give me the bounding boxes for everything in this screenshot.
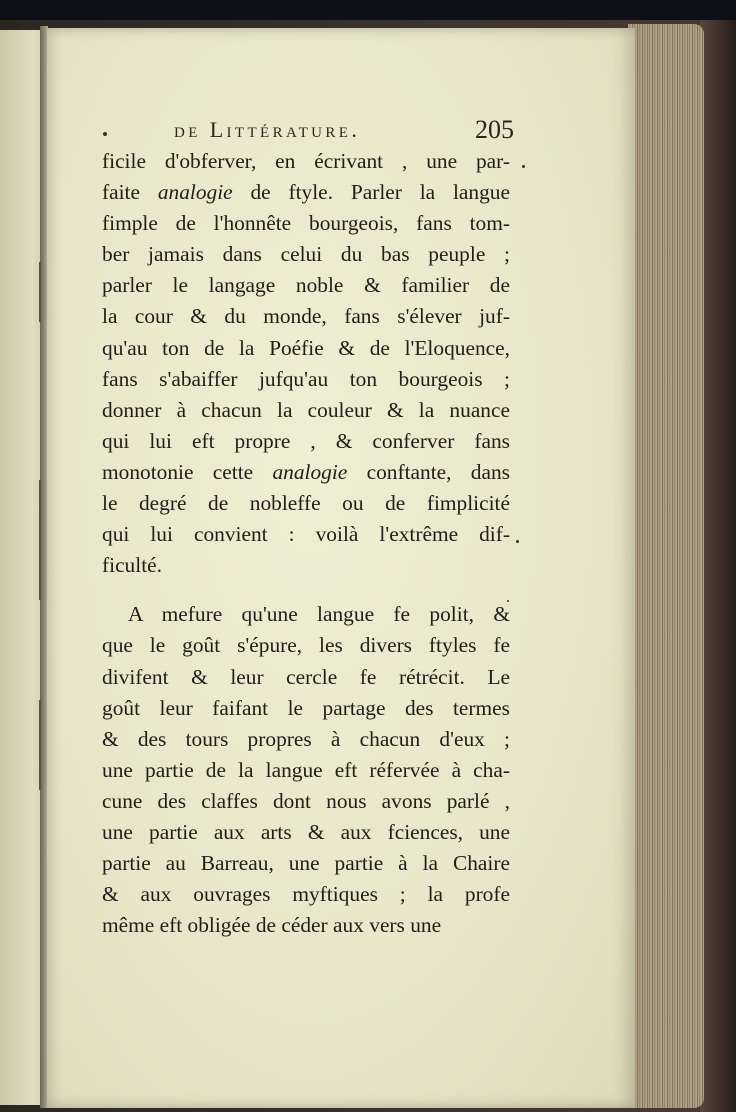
text-line: [102, 817, 510, 848]
text-run: la cour & du monde, fans s'élever juf-: [102, 304, 510, 329]
text-line: [102, 693, 510, 724]
text-run: A mefure qu'une langue fe polit, &: [128, 602, 510, 627]
text-line: [102, 848, 510, 879]
text-line: [102, 879, 510, 910]
text-line: [102, 208, 510, 239]
text-run: qu'au ton de la Poéfie & de l'Eloquence,: [102, 335, 510, 360]
margin-mark: [39, 700, 41, 790]
text-run: donner à chacun la couleur & la nuance: [102, 397, 510, 422]
paragraph: [102, 599, 510, 941]
text-line: [102, 239, 510, 270]
text-run: qui lui convient : voilà l'extrême dif-: [102, 522, 510, 547]
running-title: de Littérature.: [174, 117, 361, 142]
margin-mark: [39, 480, 41, 600]
page-edges: [628, 24, 704, 1108]
text-line: [102, 364, 510, 395]
text-run: qui lui eft propre , & conferver fans: [102, 428, 510, 453]
paper-speck: [522, 165, 525, 168]
italic-term: analogie: [272, 459, 348, 484]
text-line: [102, 599, 510, 630]
paper-speck: [516, 540, 519, 543]
text-line: [102, 786, 510, 817]
text-line: [102, 457, 510, 488]
text-run: partie au Barreau, une partie à la Chaire: [102, 851, 510, 876]
text-line: [102, 910, 510, 941]
text-line: [102, 177, 510, 208]
text-line: [102, 270, 510, 301]
text-run: que le goût s'épure, les divers ftyles fe: [102, 633, 510, 658]
text-line: [102, 426, 510, 457]
text-run: cune des claffes dont nous avons parlé ,: [102, 788, 510, 813]
text-run: goût leur faifant le partage des termes: [102, 695, 510, 720]
text-run: le degré de nobleffe ou de fimplicité: [102, 491, 510, 516]
text-line: [102, 630, 510, 661]
book-binding: [700, 20, 736, 1112]
text-run: même eft obligée de céder aux vers une: [102, 913, 442, 938]
text-line: [102, 550, 510, 581]
text-run: conftante, dans: [347, 459, 510, 484]
text-run: ficile d'obferver, en écrivant , une par-: [102, 149, 510, 173]
text-run: ficulté.: [102, 553, 162, 578]
text-line: [102, 519, 510, 550]
margin-mark: [39, 262, 41, 322]
text-run: faite: [102, 180, 158, 205]
paragraph-gap: [102, 581, 510, 599]
text-line: [102, 662, 510, 693]
text-line: [102, 755, 510, 786]
text-line: [102, 488, 510, 519]
body-text: [102, 146, 510, 941]
text-run: monotonie cette: [102, 459, 273, 484]
text-run: de ftyle. Parler la langue: [232, 180, 510, 205]
text-run: & aux ouvrages myftiques ; la profe: [102, 882, 510, 907]
paper-speck: [103, 132, 107, 136]
page-number: 205: [475, 115, 514, 144]
text-line: [102, 146, 510, 177]
running-header: [174, 117, 514, 149]
text-run: & des tours propres à chacun d'eux ;: [102, 726, 510, 751]
text-run: fans s'abaiffer jufqu'au ton bourgeois ;: [102, 366, 510, 391]
text-run: ber jamais dans celui du bas peuple ;: [102, 242, 510, 267]
text-run: parler le langage noble & familier de: [102, 273, 510, 298]
text-run: une partie de la langue eft réfervée à cha-: [102, 757, 510, 782]
italic-term: analogie: [157, 180, 233, 205]
text-run: fimple de l'honnête bourgeois, fans tom-: [102, 211, 510, 236]
text-line: [102, 301, 510, 332]
paragraph: [102, 146, 510, 581]
text-line: [102, 724, 510, 755]
text-run: divifent & leur cercle fe rétrécit. Le: [102, 664, 510, 689]
text-line: [102, 395, 510, 426]
text-run: une partie aux arts & aux fciences, une: [102, 819, 510, 844]
text-line: [102, 333, 510, 364]
